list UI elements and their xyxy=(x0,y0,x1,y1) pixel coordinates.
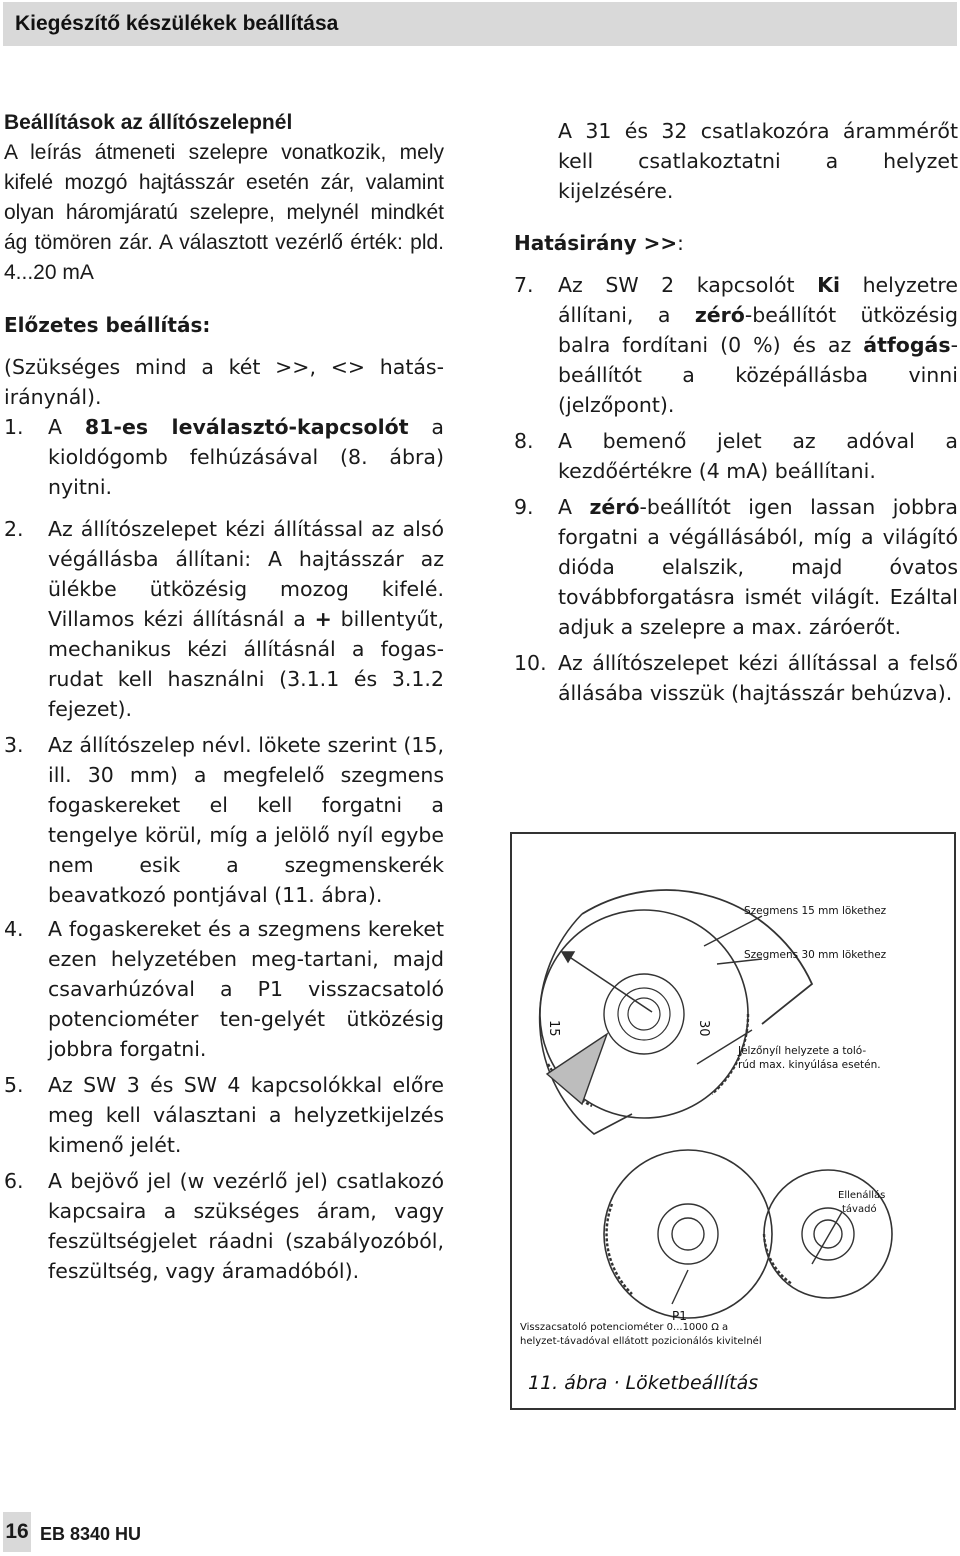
figure-11-box xyxy=(510,832,956,1410)
list-item-6 xyxy=(4,1166,444,1286)
list-item-4 xyxy=(4,914,444,1064)
lower-wheel-left-core xyxy=(672,1218,704,1250)
gear-teeth xyxy=(607,1204,632,1294)
label-remote-line2: távadó xyxy=(842,1204,877,1215)
list-item-text: Az SW 2 kapcsolót xyxy=(558,273,818,297)
label-p1: P1 xyxy=(672,1309,687,1323)
list-item-text: -beállítót a középállásba vinni (jelzőpont). xyxy=(558,333,958,417)
list-item-bold: zéró xyxy=(589,495,640,519)
list-item-9 xyxy=(514,492,958,642)
direction-colon: : xyxy=(677,231,684,255)
list-item-number: 5. xyxy=(4,1073,24,1097)
label-remote-line1: Ellenállás xyxy=(838,1190,886,1201)
list-item-number: 7. xyxy=(514,273,534,297)
list-item-text: A bejövő jel (w vezérlő jel) csatlakozó kapcsaira a szükséges áram, vagy feszültségjelet ráadni (szabályozóból, feszültség, vagy áramadóból). xyxy=(48,1169,444,1283)
wheel-bore xyxy=(618,988,670,1040)
list-item-bold: zéró xyxy=(694,303,745,327)
lower-wheel-left-hub xyxy=(658,1204,718,1264)
list-item-text: Az SW 3 és SW 4 kapcsolókkal előre meg kell választani a helyzetkijelzés kimenő jelét. xyxy=(48,1073,444,1157)
list-item-number: 10. xyxy=(514,651,547,675)
list-item-7 xyxy=(514,270,958,420)
direction-title xyxy=(514,228,958,258)
label-arrow-line1: Jelzőnyíl helyzete a toló- xyxy=(738,1045,867,1057)
list-item-text: A xyxy=(48,415,85,439)
direction-title-text: Hatásirány >> xyxy=(514,231,678,255)
list-item-text: helyzetre állítani, a xyxy=(558,273,958,327)
list-item-text: billentyűt, mechanikus kézi állításnál a fogas-rudat kell használni (3.1.1 és 3.1.2 fejezet). xyxy=(48,607,445,721)
list-item-number: 2. xyxy=(4,517,24,541)
mark-30: 30 xyxy=(696,1020,711,1037)
presetting-note: (Szükséges mind a két >>, <> hatás-iránynál). xyxy=(4,355,444,409)
ammeter-paragraph: A 31 és 32 csatlakozóra árammérőt kell csatlakoztatni a helyzet kijelzésére. xyxy=(558,119,958,203)
list-item-number: 9. xyxy=(514,495,534,519)
list-item-text: -beállítót ütközésig balra fordítani (0 %) és az xyxy=(558,303,958,357)
list-item-1 xyxy=(4,412,444,502)
indicator-line xyxy=(562,952,652,1012)
header-bar xyxy=(3,2,957,46)
list-item-number: 8. xyxy=(514,429,534,453)
right-column xyxy=(514,116,958,708)
list-item-number: 6. xyxy=(4,1169,24,1193)
presetting-title: Előzetes beállítás: xyxy=(4,313,211,337)
list-item-8 xyxy=(514,426,958,486)
list-item-10 xyxy=(514,648,958,708)
list-item-bold: Ki xyxy=(817,273,841,297)
figure-caption: 11. ábra · Löketbeállítás xyxy=(528,1372,759,1394)
section-heading: Beállítások az állítószelepnél xyxy=(4,111,293,134)
label-arrow-line2: rúd max. kinyúlása esetén. xyxy=(738,1059,881,1071)
list-item-5 xyxy=(4,1070,444,1160)
list-item-bold: átfogás xyxy=(863,333,951,357)
list-item-bold: + xyxy=(314,607,332,631)
list-item-text: -beállítót igen lassan jobbra forgatni a végállásából, míg a világító dióda elalszik, majd óvatos továbbforgatásra ismét világít. Ezáltal adjuk a szelepre a max. záróerőt. xyxy=(558,495,958,639)
list-item-text: a kioldógomb felhúzásával (8. ábra) nyitni. xyxy=(48,415,444,499)
label-pot-line1: Visszacsatoló potenciométer 0...1000 Ω a xyxy=(520,1322,729,1333)
mark-15: 15 xyxy=(546,1020,561,1037)
lower-wheel-right-hub xyxy=(802,1208,854,1260)
list-item-bold: 81-es leválasztó-kapcsolót xyxy=(84,415,409,439)
list-item-number: 4. xyxy=(4,917,24,941)
list-item-text: A fogaskereket és a szegmens kereket ezen helyzetében meg-tartani, majd csavarhúzóval a P1 visszacsatoló potenciométer ten-gelyét ütközésig jobbra forgatni. xyxy=(48,917,444,1061)
leader-line xyxy=(672,1270,688,1304)
lower-wheel-right-core xyxy=(814,1220,842,1248)
wheel-hub xyxy=(604,974,684,1054)
left-column xyxy=(4,108,444,1286)
indicator-arrow-icon xyxy=(562,952,574,962)
lower-wheel-left xyxy=(604,1150,772,1318)
wheel-core xyxy=(628,998,660,1030)
list-item-text: Az állítószelepet kézi állítással a felső állásába visszük (hajtásszár behúzva). xyxy=(558,651,958,705)
page-header-title: Kiegészítő készülékek beállítása xyxy=(15,12,339,35)
label-segment-30: Szegmens 30 mm lökethez xyxy=(744,949,887,961)
stroke-adjustment-diagram xyxy=(512,834,954,1408)
leader-line xyxy=(704,916,762,946)
list-item-2 xyxy=(4,514,444,724)
intro-paragraph: A leírás átmeneti szelepre vonatkozik, mely kifelé mozgó hajtásszár esetén zár, valamint olyan háromjáratú szelepre, melynél mindkét ág tömören zár. A választott vezérlő érték: pld. 4...20 mA xyxy=(4,141,444,284)
document-code: EB 8340 HU xyxy=(40,1524,142,1544)
list-item-text: Az állítószelep névl. lökete szerint (15, ill. 30 mm) a megfelelő szegmens fogaskereket el kell forgatni a tengelye körül, míg a jelölő nyíl egybe nem esik a szegmenskerék beavatkozó pontjával (11. ábra). xyxy=(48,733,444,907)
label-pot-line2: helyzet-távadóval ellátott pozicionálós kivitelnél xyxy=(520,1336,762,1347)
segment-sector xyxy=(547,1034,607,1104)
list-item-number: 1. xyxy=(4,415,24,439)
label-segment-15: Szegmens 15 mm lökethez xyxy=(744,905,887,917)
list-item-number: 3. xyxy=(4,733,24,757)
list-item-text: A bemenő jelet az adóval a kezdőértékre (4 mA) beállítani. xyxy=(558,429,958,483)
list-item-text: A xyxy=(558,495,590,519)
list-item-3 xyxy=(4,730,444,910)
list-item-text: Az állítószelepet kézi állítással az alsó végállásba állítani: A hajtásszár az ülékbe ütközésig mozog kifelé. Villamos kézi állításnál a xyxy=(48,517,444,631)
page-number: 16 xyxy=(3,1512,31,1552)
